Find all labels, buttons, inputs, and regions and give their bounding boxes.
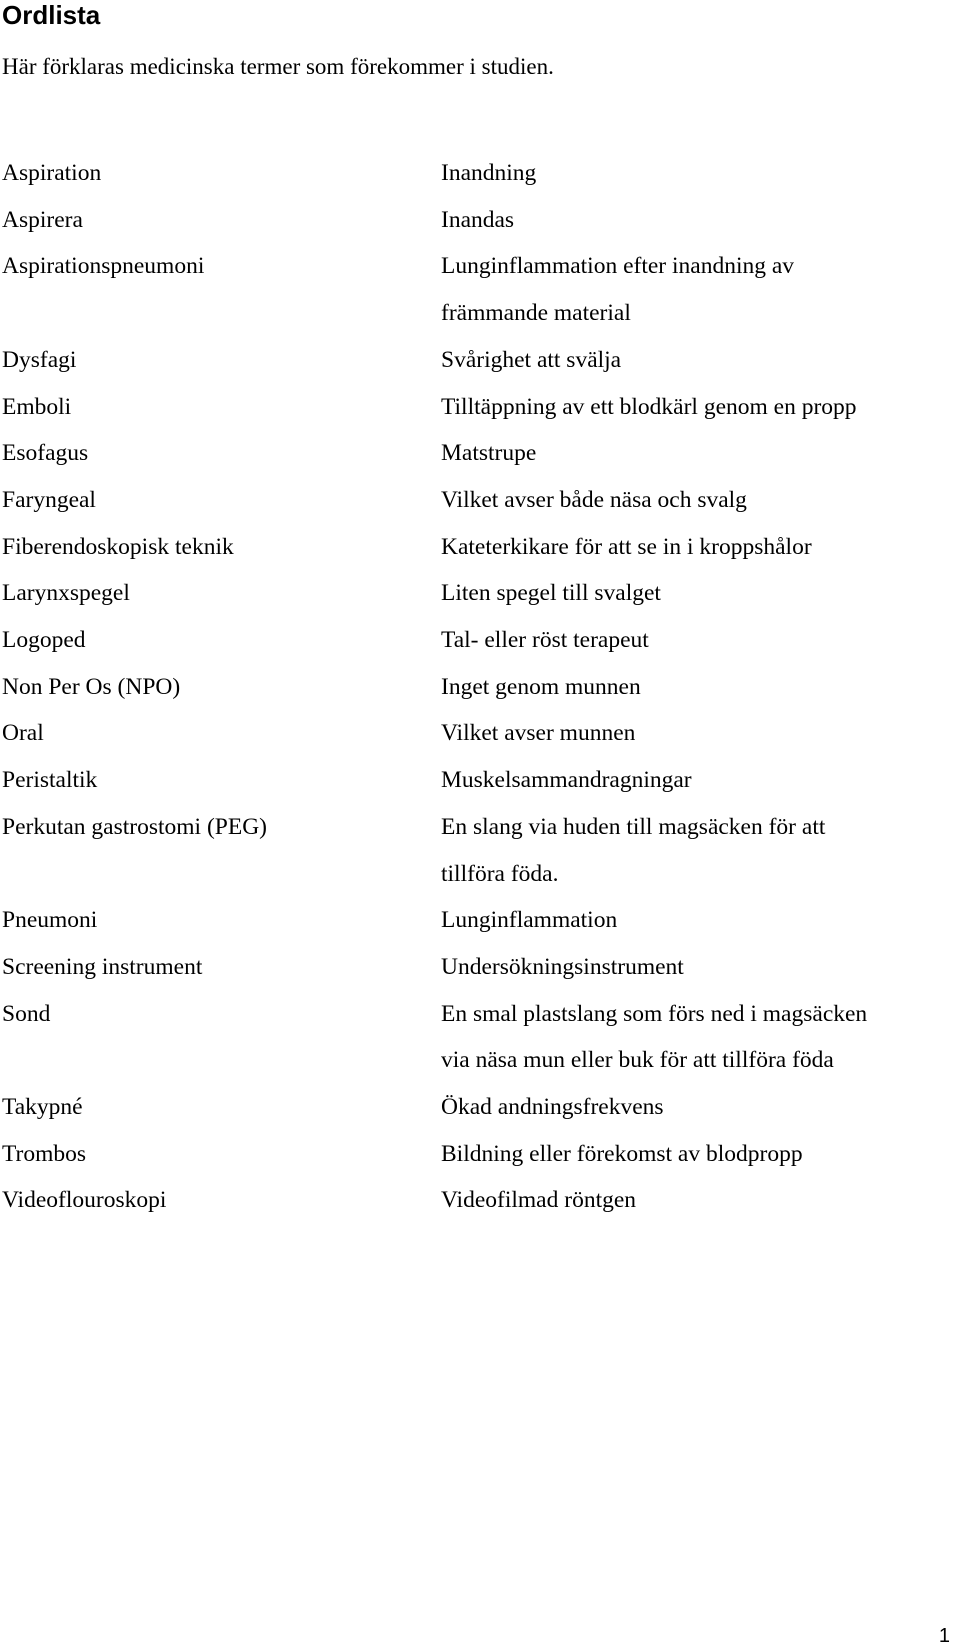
glossary-term: Sond <box>2 1000 51 1027</box>
glossary-definition: En slang via huden till magsäcken för att <box>441 813 826 840</box>
glossary-definition: Inget genom munnen <box>441 673 641 700</box>
glossary-row <box>0 897 960 944</box>
glossary-definition: Tilltäppning av ett blodkärl genom en propp <box>441 393 857 420</box>
glossary-definition: via näsa mun eller buk för att tillföra föda <box>441 1047 834 1074</box>
glossary-definition: Videofilmad röntgen <box>441 1187 637 1214</box>
glossary-term: Videoflouroskopi <box>2 1187 167 1214</box>
glossary-definition: Muskelsammandragningar <box>441 767 692 794</box>
glossary-definition: Undersökningsinstrument <box>441 953 684 980</box>
glossary-row <box>0 617 960 664</box>
glossary-list <box>0 150 960 1224</box>
glossary-definition: En smal plastslang som förs ned i magsäcken <box>441 1000 868 1027</box>
glossary-term: Dysfagi <box>2 346 77 373</box>
glossary-term: Pneumoni <box>2 907 98 934</box>
glossary-row <box>0 757 960 804</box>
glossary-row <box>0 851 960 898</box>
glossary-term: Larynxspegel <box>2 580 130 607</box>
glossary-term: Faryngeal <box>2 486 96 513</box>
glossary-definition: Vilket avser både näsa och svalg <box>441 486 747 513</box>
glossary-definition: Inandas <box>441 206 515 233</box>
glossary-definition: Lunginflammation efter inandning av <box>441 253 795 280</box>
glossary-row <box>0 804 960 851</box>
glossary-row <box>0 337 960 384</box>
intro-text: Här förklaras medicinska termer som förekommer i studien. <box>2 54 554 79</box>
glossary-term: Screening instrument <box>2 953 203 980</box>
glossary-term: Emboli <box>2 393 72 420</box>
glossary-definition: Ökad andningsfrekvens <box>441 1094 664 1121</box>
glossary-row <box>0 1177 960 1224</box>
glossary-term: Aspiration <box>2 160 102 186</box>
page-number: 1 <box>938 1625 950 1647</box>
glossary-definition: Inandning <box>441 160 537 186</box>
glossary-term <box>0 290 441 337</box>
glossary-term: Esofagus <box>2 440 89 467</box>
glossary-row <box>0 1084 960 1131</box>
glossary-term <box>0 1037 441 1084</box>
glossary-term <box>0 851 441 898</box>
glossary-definition: tillföra föda. <box>441 860 559 887</box>
glossary-term: Perkutan gastrostomi (PEG) <box>2 813 267 840</box>
glossary-term: Aspirationspneumoni <box>2 253 205 280</box>
glossary-row <box>0 570 960 617</box>
glossary-row <box>0 664 960 711</box>
glossary-definition: Liten spegel till svalget <box>441 580 661 607</box>
glossary-term: Non Per Os (NPO) <box>2 673 181 700</box>
glossary-definition: Svårighet att svälja <box>441 346 622 373</box>
glossary-row <box>0 243 960 290</box>
glossary-term: Peristaltik <box>2 767 98 794</box>
glossary-definition: Lunginflammation <box>441 907 618 934</box>
glossary-row <box>0 944 960 991</box>
glossary-definition: Tal- eller röst terapeut <box>441 627 649 654</box>
glossary-row <box>0 384 960 431</box>
glossary-definition: Bildning eller förekomst av blodpropp <box>441 1140 803 1167</box>
glossary-row <box>0 1037 960 1084</box>
glossary-definition: Vilket avser munnen <box>441 720 636 747</box>
glossary-term: Oral <box>2 720 44 747</box>
glossary-row <box>0 477 960 524</box>
glossary-term: Takypné <box>2 1094 83 1121</box>
glossary-term: Logoped <box>2 627 86 654</box>
glossary-definition: Matstrupe <box>441 440 537 467</box>
glossary-row <box>0 710 960 757</box>
page-title: Ordlista <box>2 0 101 30</box>
glossary-term: Trombos <box>2 1140 87 1167</box>
glossary-row <box>0 991 960 1038</box>
glossary-term: Aspirera <box>2 206 83 233</box>
glossary-definition: främmande material <box>441 300 631 327</box>
glossary-row <box>0 150 960 197</box>
glossary-row <box>0 524 960 571</box>
glossary-row <box>0 1131 960 1178</box>
glossary-term: Fiberendoskopisk teknik <box>2 533 234 560</box>
glossary-definition: Kateterkikare för att se in i kroppshålor <box>441 533 812 560</box>
glossary-row <box>0 430 960 477</box>
glossary-row <box>0 197 960 244</box>
glossary-row <box>0 290 960 337</box>
